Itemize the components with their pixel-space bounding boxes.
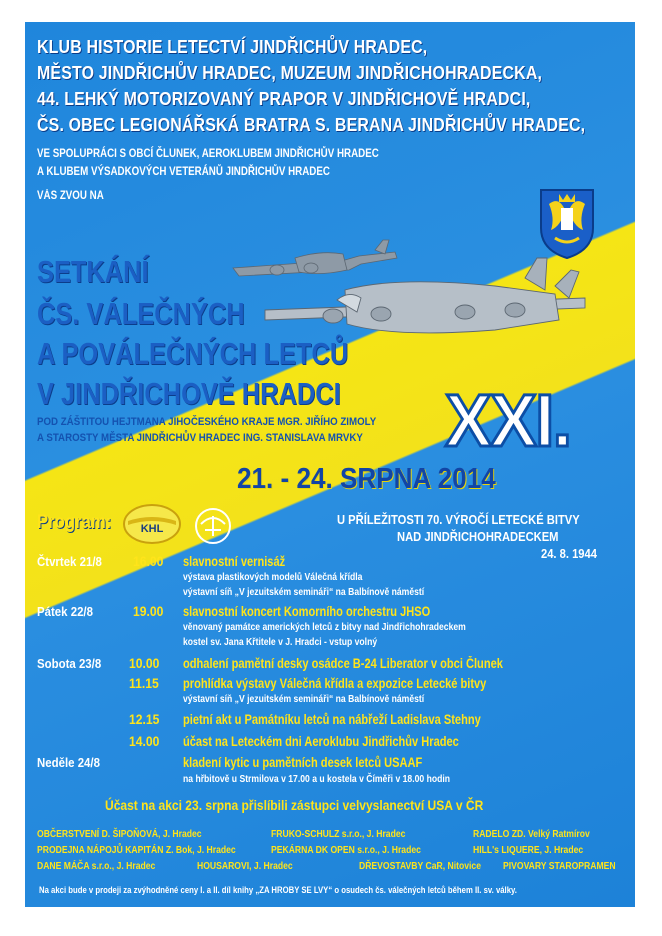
khl-club-logo	[122, 503, 182, 545]
schedule-detail: na hřbitově u Strmilova v 17.00 a u kostela v Číměři v 18.00 hodin	[183, 773, 451, 785]
paratrooper-veterans-logo	[193, 506, 233, 546]
schedule-time: 12.15	[129, 712, 160, 727]
schedule-time: 19.00	[133, 604, 164, 619]
schedule-time: 10.00	[129, 656, 160, 671]
organizer-line-3: 44. LEHKÝ MOTORIZOVANÝ PRAPOR V JINDŘICHOVĚ HRADCI,	[37, 88, 531, 109]
schedule-event: kladení kytic u pamětních desek letců USAAF	[183, 755, 423, 770]
title-line-2: ČS. VÁLEČNÝCH	[37, 296, 245, 331]
sponsor: FRUKO-SCHULZ s.r.o., J. Hradec	[271, 828, 406, 840]
anniversary-line-1: U PŘÍLEŽITOSTI 70. VÝROČÍ LETECKÉ BITVY	[337, 512, 580, 527]
schedule-detail: věnovaný památce amerických letců z bitvy nad Jindřichohradeckem	[183, 621, 466, 633]
anniversary-line-2: NAD JINDŘICHOHRADECKEM	[397, 529, 559, 544]
event-dates: 21. - 24. SRPNA 2014	[237, 463, 496, 495]
schedule-detail: výstavní síň „V jezuitském semináři“ na Balbínově náměstí	[183, 586, 425, 598]
program-heading: Program:	[37, 512, 112, 533]
schedule-detail: výstava plastikových modelů Válečná křídla	[183, 571, 363, 583]
invite-text: VÁS ZVOU NA	[37, 190, 104, 202]
patronage-line-1: POD ZÁŠTITOU HEJTMANA JIHOČESKÉHO KRAJE MGR. JIŘÍHO ZIMOLY	[37, 416, 377, 428]
schedule-detail: výstavní síň „V jezuitském semináři“ na Balbínově náměstí	[183, 693, 425, 705]
schedule-event: slavnostní vernisáž	[183, 554, 286, 569]
event-poster	[25, 22, 635, 907]
title-line-1: SETKÁNÍ	[37, 254, 149, 289]
schedule-day: Čtvrtek 21/8	[37, 554, 102, 569]
organizer-line-4: ČS. OBEC LEGIONÁŘSKÁ BRATRA S. BERANA JINDŘICHŮV HRADEC,	[37, 114, 586, 135]
organizer-line-2: MĚSTO JINDŘICHŮV HRADEC, MUZEUM JINDŘICHOHRADECKA,	[37, 62, 543, 83]
usa-embassy-note: Účast na akci 23. srpna přislíbili zástupci velvyslanectví USA v ČR	[105, 797, 484, 813]
schedule-day: Sobota 23/8	[37, 656, 102, 671]
cooperation-line-1: VE SPOLUPRÁCI S OBCÍ ČLUNEK, AEROKLUBEM JINDŘICHŮV HRADEC	[37, 148, 379, 160]
book-sale-note: Na akci bude v prodeji za zvýhodněné ceny I. a II. díl knihy „ZA HROBY SE LVY“ o osudech čs. válečných letců během II. sv. války.	[39, 885, 517, 895]
sponsor: OBČERSTVENÍ D. ŠIPOŇOVÁ, J. Hradec	[37, 828, 202, 840]
schedule-detail: kostel sv. Jana Křtitele v J. Hradci - vstup volný	[183, 636, 378, 648]
sponsor: PIVOVARY STAROPRAMEN	[503, 860, 616, 872]
schedule-time: 16.00	[133, 554, 164, 569]
khl-logo-text: KHL	[140, 523, 164, 535]
organizer-line-1: KLUB HISTORIE LETECTVÍ JINDŘICHŮV HRADEC,	[37, 36, 428, 57]
sponsor: DŘEVOSTAVBY CaR, Nitovice	[359, 860, 482, 872]
sponsor: HILL's LIQUERE, J. Hradec	[473, 844, 584, 856]
sponsor: PRODEJNA NÁPOJŮ KAPITÁN Z. Bok, J. Hradec	[37, 844, 236, 856]
title-line-3: A POVÁLEČNÝCH LETCŮ	[37, 336, 349, 371]
anniversary-line-3: 24. 8. 1944	[541, 546, 597, 561]
patronage-line-2: A STAROSTY MĚSTA JINDŘICHŮV HRADEC ING. STANISLAVA MRVKY	[37, 432, 363, 444]
schedule-time: 14.00	[129, 734, 160, 749]
schedule-event: účast na Leteckém dni Aeroklubu Jindřichův Hradec	[183, 734, 459, 749]
sponsor: PEKÁRNA DK OPEN s.r.o., J. Hradec	[271, 844, 421, 856]
schedule-day: Neděle 24/8	[37, 755, 100, 770]
schedule-time: 11.15	[129, 676, 159, 691]
schedule-event: slavnostní koncert Komorního orchestru JHSO	[183, 604, 431, 619]
schedule-event: pietní akt u Památníku letců na nábřeží Ladislava Stehny	[183, 712, 481, 727]
edition-number: XXI.	[445, 379, 571, 462]
schedule-event: prohlídka výstavy Válečná křídla a expozice Letecké bitvy	[183, 676, 487, 691]
cooperation-line-2: A KLUBEM VÝSADKOVÝCH VETERÁNŮ JINDŘICHŮV HRADEC	[37, 166, 330, 178]
schedule-day: Pátek 22/8	[37, 604, 93, 619]
sponsor: RADELO ZD. Velký Ratmírov	[473, 828, 590, 840]
schedule-event: odhalení pamětní desky osádce B-24 Liberator v obci Člunek	[183, 656, 503, 671]
title-line-4: V JINDŘICHOVĚ HRADCI	[37, 376, 341, 411]
sponsor: HOUSAROVI, J. Hradec	[197, 860, 293, 872]
sponsor: DANE MÁČA s.r.o., J. Hradec	[37, 860, 156, 872]
